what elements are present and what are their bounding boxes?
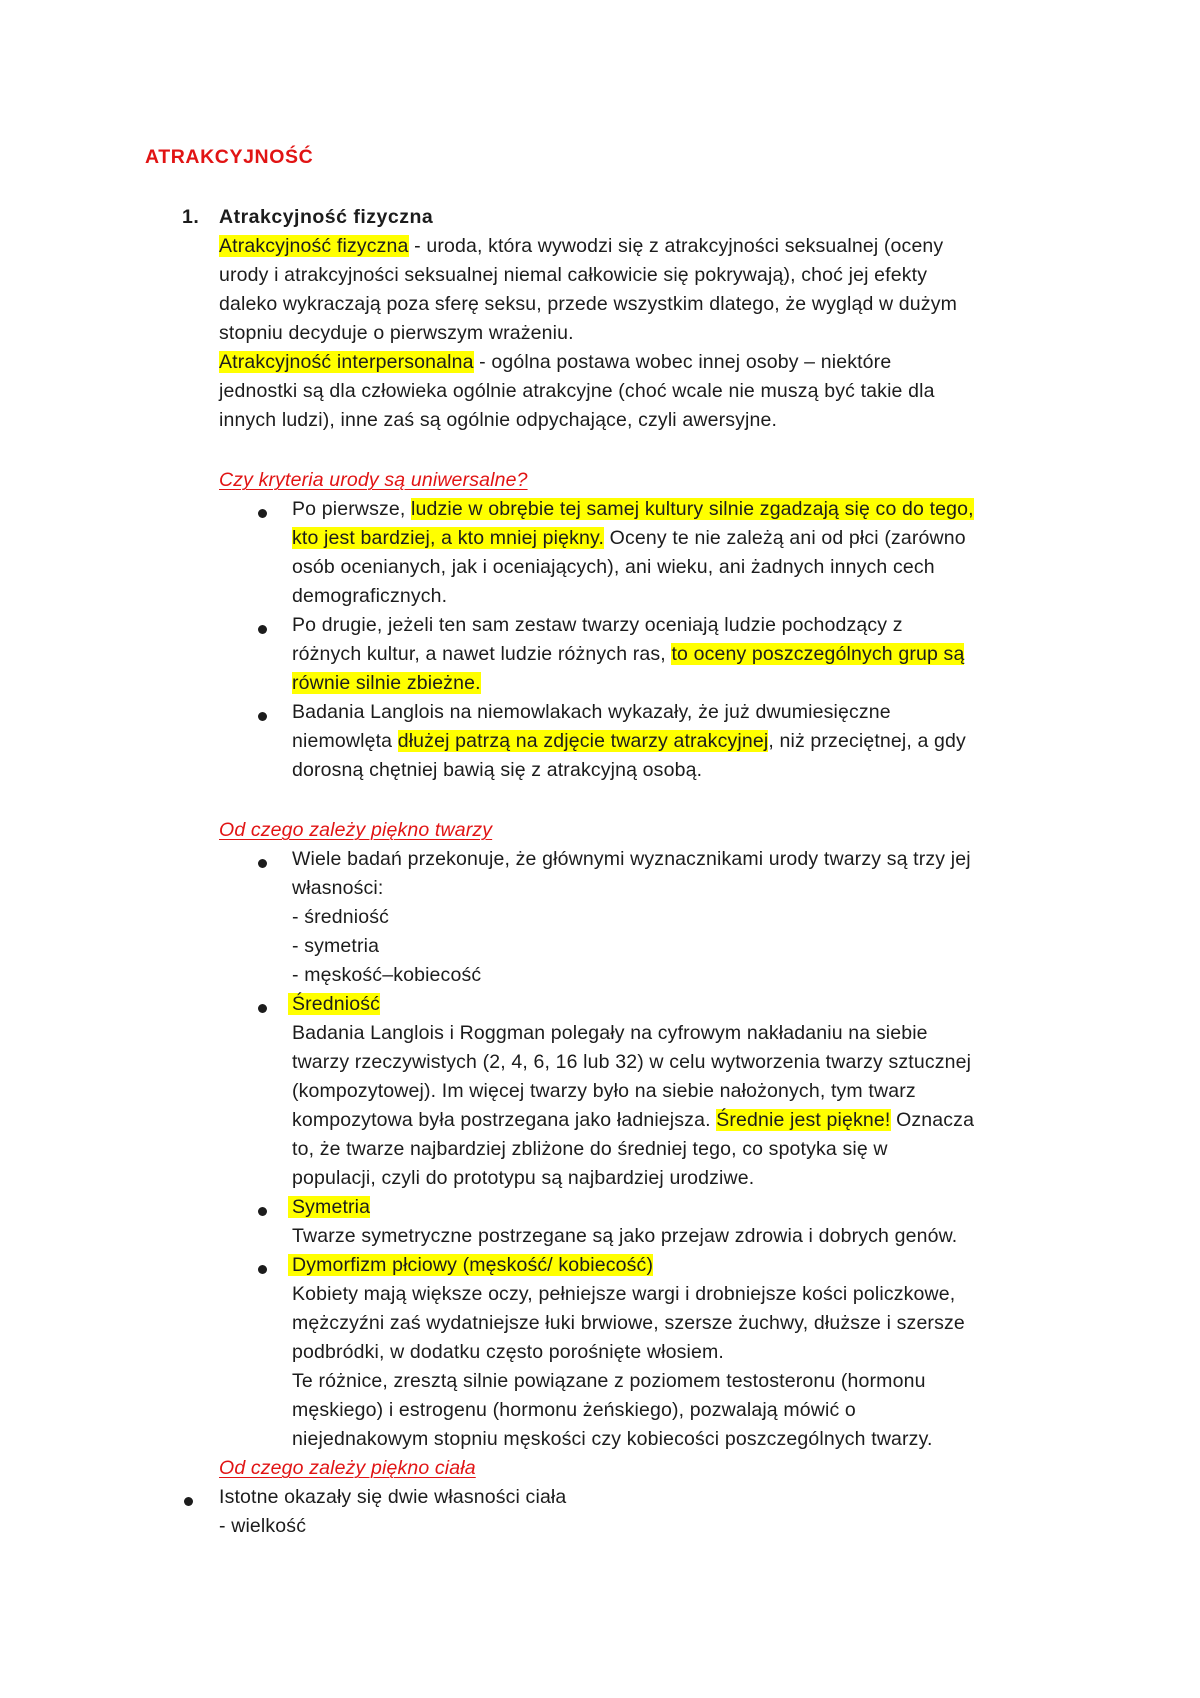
- list-item-line: [288, 1251, 653, 1280]
- bullet-icon: [258, 712, 267, 721]
- document-title: ATRAKCYJNOŚĆ: [145, 146, 314, 168]
- highlighted-text: to oceny poszczególnych grup są: [671, 643, 965, 665]
- text-span: , niż przeciętnej, a gdy: [768, 730, 966, 752]
- list-item-line: własności:: [292, 877, 384, 899]
- list-item-line: (kompozytowej). Im więcej twarzy było na siebie nałożonych, tym twarz: [292, 1080, 916, 1102]
- text-span: niemowlęta: [292, 730, 398, 752]
- list-item-line: Badania Langlois na niemowlakach wykazały, że już dwumiesięczne: [292, 701, 891, 723]
- list-item-line: osób ocenianych, jak i oceniających), ani wieku, ani żadnych innych cech: [292, 556, 935, 578]
- list-item-line: [292, 524, 966, 553]
- highlighted-text: dłużej patrzą na zdjęcie twarzy atrakcyjnej: [397, 730, 769, 752]
- section-number: 1.: [182, 206, 200, 228]
- subheading-body-beauty: Od czego zależy piękno ciała: [219, 1457, 476, 1479]
- list-item-line: Istotne okazały się dwie własności ciała: [219, 1486, 567, 1508]
- list-item-line: dorosną chętniej bawią się z atrakcyjną osobą.: [292, 759, 703, 781]
- paragraph-line: urody i atrakcyjności seksualnej niemal całkowicie się pokrywają), choć jej efekty: [219, 264, 928, 286]
- list-item-line: to, że twarze najbardziej zbliżone do średniej tego, co spotyka się w: [292, 1138, 888, 1160]
- list-item-line: niejednakowym stopniu męskości czy kobiecości poszczególnych twarzy.: [292, 1428, 933, 1450]
- list-item-line: Te różnice, zresztą silnie powiązane z poziomem testosteronu (hormonu: [292, 1370, 926, 1392]
- highlighted-text: kto jest bardziej, a kto mniej piękny.: [292, 527, 605, 549]
- list-item-line: [292, 727, 966, 756]
- subheading-face-beauty: Od czego zależy piękno twarzy: [219, 819, 493, 841]
- section-heading: Atrakcyjność fizyczna: [219, 206, 434, 228]
- paragraph-line: daleko wykraczają poza sferę seksu, przede wszystkim dlatego, że wygląd w dużym: [219, 293, 957, 315]
- list-item-line: Po drugie, jeżeli ten sam zestaw twarzy oceniają ludzie pochodzący z: [292, 614, 903, 636]
- list-item-line: męskiego) i estrogenu (hormonu żeńskiego), pozwalają mówić o: [292, 1399, 856, 1421]
- highlighted-text: Średnie jest piękne!: [716, 1109, 891, 1131]
- bullet-icon: [258, 859, 267, 868]
- text-span: Oceny te nie zależą ani od płci (zarówno: [604, 527, 966, 549]
- highlighted-text: ludzie w obrębie tej samej kultury silnie zgadzają się co do tego,: [411, 498, 974, 520]
- text-span: - ogólna postawa wobec innej osoby – niektóre: [473, 351, 892, 373]
- list-item-line: twarzy rzeczywistych (2, 4, 6, 16 lub 32) w celu wytworzenia twarzy sztucznej: [292, 1051, 972, 1073]
- highlighted-label: Średniość: [288, 993, 380, 1015]
- highlighted-label: Symetria: [288, 1196, 370, 1218]
- highlighted-text: równie silnie zbieżne.: [292, 672, 481, 694]
- list-item-line: podbródki, w dodatku często porośnięte włosiem.: [292, 1341, 724, 1363]
- list-item-line: [292, 495, 974, 524]
- text-span: różnych kultur, a nawet ludzie różnych ras,: [292, 643, 672, 665]
- list-item-line: - średniość: [292, 906, 390, 928]
- paragraph-line: stopniu decyduje o pierwszym wrażeniu.: [219, 322, 574, 344]
- text-span: kompozytowa była postrzegana jako ładniejsza.: [292, 1109, 717, 1131]
- highlighted-label: Dymorfizm płciowy (męskość/ kobiecość): [288, 1254, 653, 1276]
- list-item-line: Kobiety mają większe oczy, pełniejsze wargi i drobniejsze kości policzkowe,: [292, 1283, 956, 1305]
- bullet-icon: [258, 509, 267, 518]
- list-item-line: - wielkość: [219, 1515, 307, 1537]
- paragraph-line: [219, 232, 943, 261]
- list-item-line: populacji, czyli do prototypu są najbardziej urodziwe.: [292, 1167, 755, 1189]
- bullet-icon: [258, 625, 267, 634]
- list-item-line: mężczyźni zaś wydatniejsze łuki brwiowe, szersze żuchwy, dłuższe i szersze: [292, 1312, 965, 1334]
- list-item-line: demograficznych.: [292, 585, 448, 607]
- bullet-icon: [258, 1265, 267, 1274]
- bullet-icon: [258, 1207, 267, 1216]
- list-item-line: - męskość–kobiecość: [292, 964, 482, 986]
- list-item-line: [292, 1106, 974, 1135]
- text-span: Po pierwsze,: [292, 498, 411, 520]
- subheading-beauty-universal: Czy kryteria urody są uniwersalne?: [219, 469, 528, 491]
- list-item-line: - symetria: [292, 935, 380, 957]
- highlighted-term: Atrakcyjność interpersonalna: [219, 351, 474, 373]
- text-span: Oznacza: [890, 1109, 975, 1131]
- list-item-line: Twarze symetryczne postrzegane są jako przejaw zdrowia i dobrych genów.: [292, 1225, 958, 1247]
- list-item-line: [288, 990, 380, 1019]
- paragraph-line: [219, 348, 891, 377]
- paragraph-line: innych ludzi), inne zaś są ogólnie odpychające, czyli awersyjne.: [219, 409, 778, 431]
- text-span: - uroda, która wywodzi się z atrakcyjności seksualnej (oceny: [408, 235, 944, 257]
- highlighted-term: Atrakcyjność fizyczna: [219, 235, 409, 257]
- list-item-line: [288, 1193, 370, 1222]
- list-item-line: Wiele badań przekonuje, że głównymi wyznacznikami urody twarzy są trzy jej: [292, 848, 971, 870]
- paragraph-line: jednostki są dla człowieka ogólnie atrakcyjne (choć wcale nie muszą być takie dla: [219, 380, 935, 402]
- bullet-icon: [184, 1497, 193, 1506]
- list-item-line: [292, 640, 964, 669]
- bullet-icon: [258, 1004, 267, 1013]
- list-item-line: [292, 669, 481, 698]
- list-item-line: Badania Langlois i Roggman polegały na cyfrowym nakładaniu na siebie: [292, 1022, 928, 1044]
